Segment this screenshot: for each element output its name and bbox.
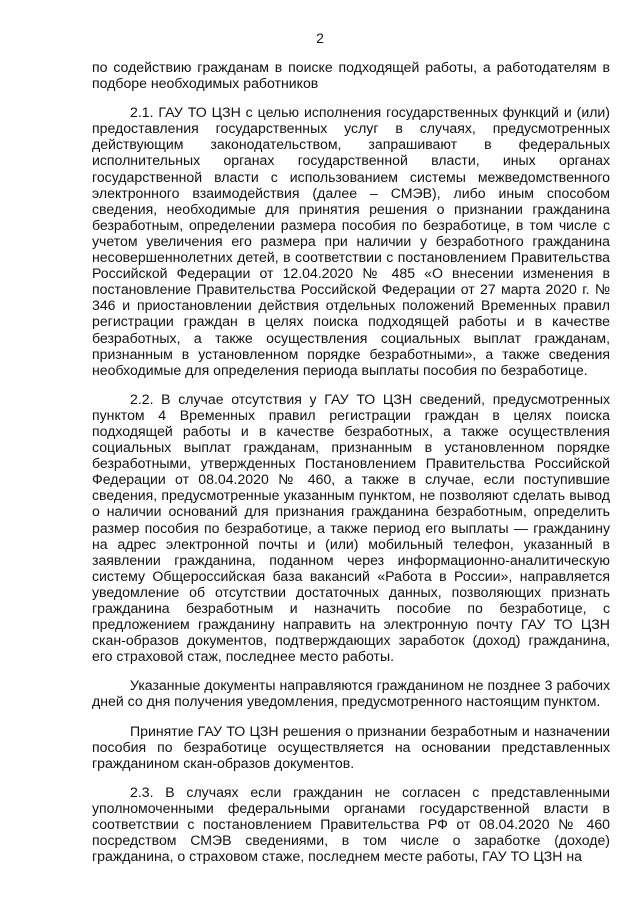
- page-number: 2: [316, 30, 324, 46]
- paragraph-documents-deadline: Указанные документы направляются гражданином не позднее 3 рабочих дней со дня получения уведомления, предусмотренного настоящим пунктом.: [92, 677, 610, 710]
- paragraph-2-2: 2.2. В случае отсутствия у ГАУ ТО ЦЗН сведений, предусмотренных пунктом 4 Временных правил регистрации граждан в целях поиска подходящей работы и в качестве безработных, а также осуществления социальных выплат гражданам, признанным в установленном порядке безработными, утвержденных Постановлением Правительства Российской Федерации от 08.04.2020 № 460, а также в случае, если поступившие сведения, предусмотренные указанным пунктом, не позволяют сделать вывод о наличии оснований для признания гражданина безработным, определить размер пособия по безработице, а также период его выплаты — гражданину на адрес электронной почты и (или) мобильный телефон, указанный в заявлении гражданина, поданном через информационно-аналитическую систему Общероссийская база вакансий «Работа в России», направляется уведомление об отсутствии достаточных данных, позволяющих признать гражданина безработным и назначить пособие по безработице, с предложением гражданину направить на электронную почту ГАУ ТО ЦЗН скан-образов документов, подтверждающих заработок (доход) гражданина, его страховой стаж, последнее место работы.: [92, 390, 610, 665]
- paragraph-2-1: 2.1. ГАУ ТО ЦЗН с целью исполнения государственных функций и (или) предоставления государственных услуг в случаях, предусмотренных действующим законодательством, запрашивают в федеральных исполнительных органах государственной власти, иных органах государственной власти с использованием системы межведомственного электронного взаимодействия (далее – СМЭВ), либо иным способом сведения, необходимые для принятия решения о признании гражданина безработным, определении размера пособия по безработице, в том числе с учетом увеличения его размера при наличии у безработного гражданина несовершеннолетних детей, в соответствии с постановлением Правительства Российской Федерации от 12.04.2020 № 485 «О внесении изменения в постановление Правительства Российской Федерации от 27 марта 2020 г. № 346 и приостановлении действия отдельных положений Временных правил регистрации граждан в целях поиска подходящей работы и в качестве безработных, а также осуществления социальных выплат гражданам, признанным в установленном порядке безработными», а также сведения необходимые для определения периода выплаты пособия по безработице.: [92, 104, 610, 378]
- paragraph-continuation: по содействию гражданам в поиске подходящей работы, а работодателям в подборе необходимых работников: [92, 59, 610, 92]
- document-body: [92, 59, 610, 864]
- paragraph-2-3: 2.3. В случаях если гражданин не согласен с представленными уполномоченными федеральными органами государственной власти в соответствии с постановлением Правительства РФ от 08.04.2020 № 460 посредством СМЭВ сведениями, в том числе о заработке (доходе) гражданина, о страховом стаже, последнем месте работы, ГАУ ТО ЦЗН на: [92, 783, 610, 865]
- paragraph-decision-basis: Принятие ГАУ ТО ЦЗН решения о признании безработным и назначении пособия по безработице осуществляется на основании представленных гражданином скан-образов документов.: [92, 722, 610, 771]
